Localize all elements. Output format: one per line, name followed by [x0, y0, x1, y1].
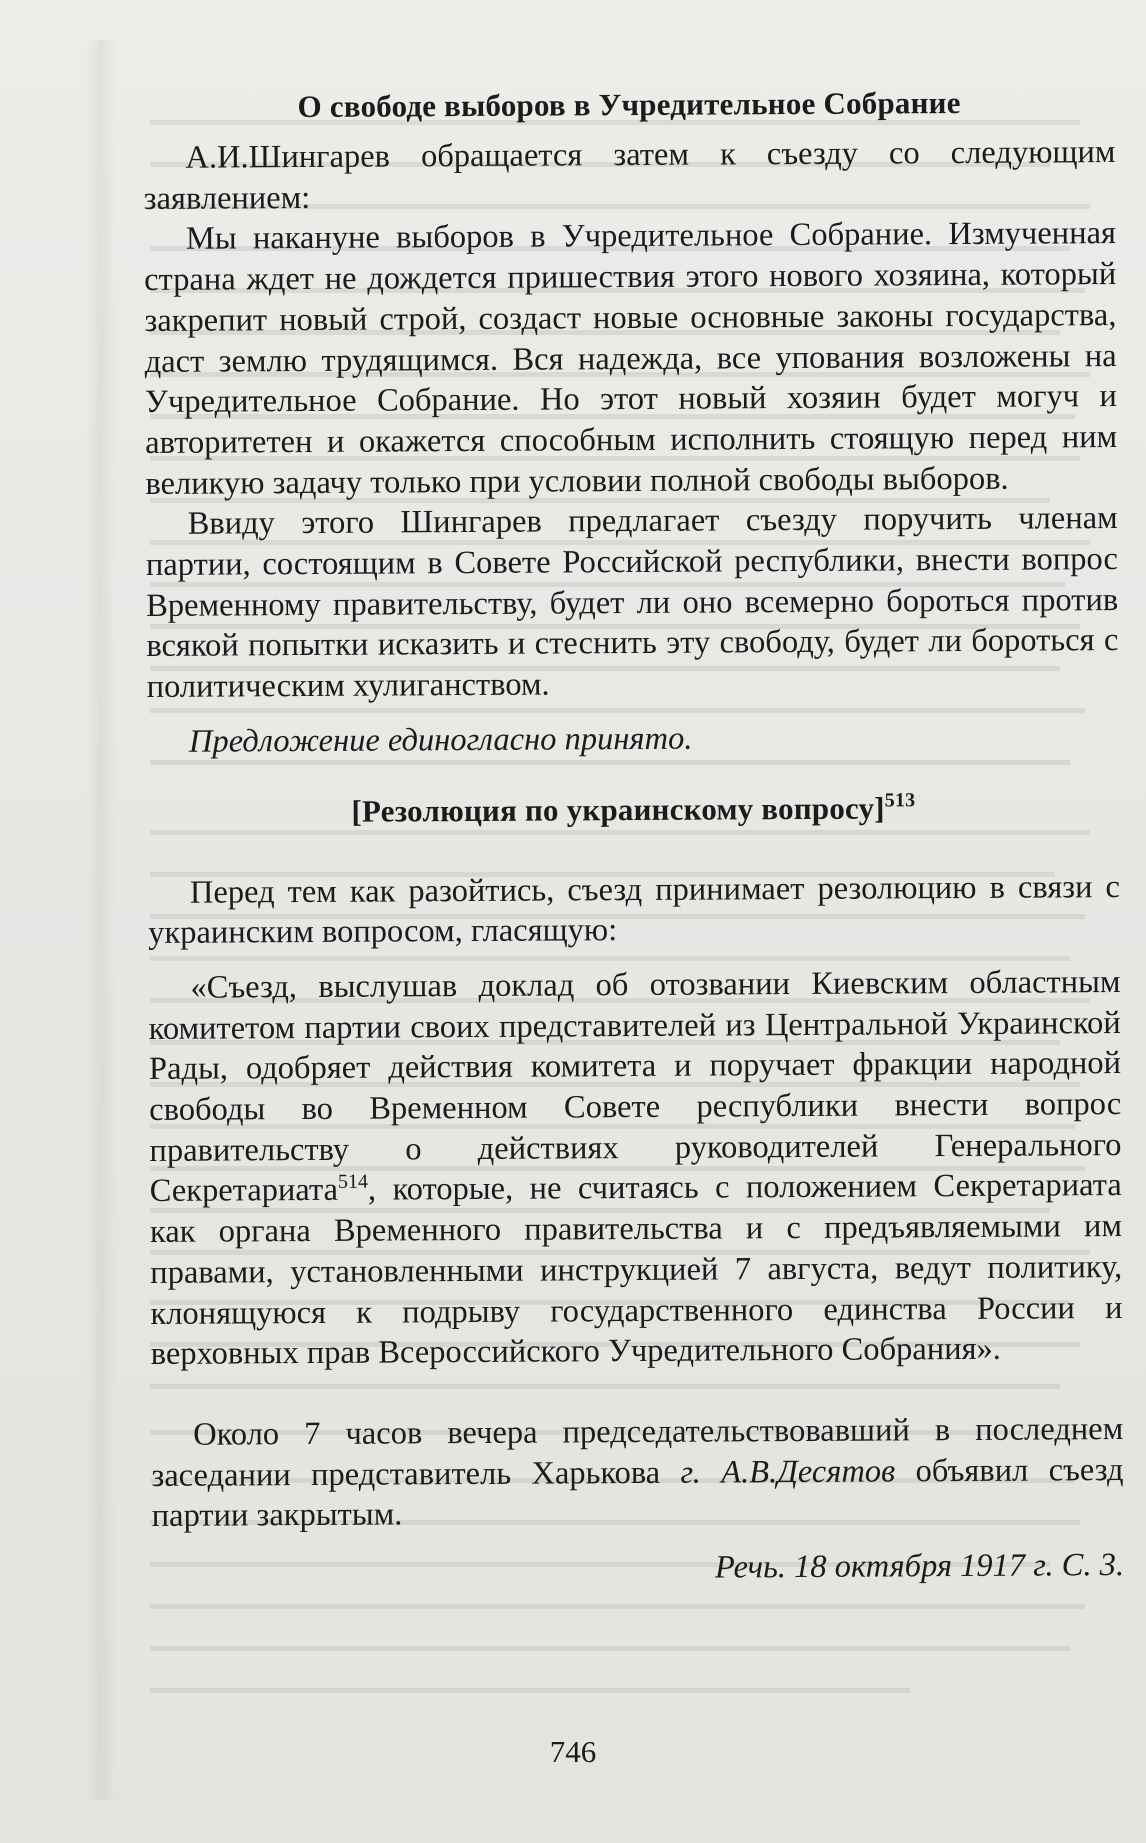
- paragraph-intro: А.И.Шингарев обращается затем к съезду со следующим заявлением:: [143, 134, 1116, 217]
- paragraph-proposal: Ввиду этого Шингарев предлагает съезду поручить членам партии, состоящим в Совете Российской республики, внести вопрос Временному правительству, будет ли оно всемерно бороться против всякой попытки исказить и стеснить эту свободу, будет ли бороться с политическим хулиганством.: [145, 500, 1119, 706]
- closing-part-2: объявил съезд партии закрытым.: [151, 1451, 1124, 1535]
- main-text: [143, 82, 1124, 1591]
- paragraph-resolution-intro: Перед тем как разойтись, съезд принимает резолюцию в связи с украинским вопросом, гласящую:: [148, 868, 1121, 952]
- paragraph-adopted: Предложение единогласно принято.: [188, 720, 693, 760]
- source-citation: Речь. 18 октября 1917 г. С. 3.: [714, 1547, 1125, 1586]
- resolution-quote-part-1: «Съезд, выслушав доклад об отозвании Киевским областным комитетом партии своих представителей из Центральной Украинской Рады, одобряет действия комитета и поручает фракции народной свободы во Временном Совете республики внести вопрос правительству о действиях руководителей Генерального Секретариата: [148, 963, 1122, 1210]
- paragraph-statement: Мы накануне выборов в Учредительное Собрание. Измученная страна ждет не дождется пришествия этого нового хозяина, который закрепит новый строй, создаст новые основные законы государства, даст землю трудящимся. Вся надежда, все упования возложены на Учредительное Собрание. Но этот новый хозяин будет могуч и авторитетен и окажется способным исполнить стоящую перед ним великую задачу только при условии полной свободы выборов.: [144, 215, 1118, 502]
- page-number: 746: [549, 1734, 597, 1769]
- section-heading-elections: О свободе выборов в Учредительное Собрание: [297, 85, 961, 125]
- closing-part-1: Около 7 часов вечера председательствовавший в последнем заседании представитель Харькова: [151, 1411, 1124, 1494]
- paragraph-closing: [151, 1409, 1124, 1537]
- paragraph-resolution-quote: [148, 962, 1122, 1375]
- section-heading-resolution: [147, 787, 1119, 833]
- footnote-ref-513: 513: [884, 788, 916, 812]
- resolution-heading-text: [Резолюция по украинскому вопросу]: [351, 790, 885, 829]
- resolution-quote-part-2: , которые, не считаясь с положением Секретариата как органа Временного правительства и с предъявляемыми им правами, установленными инструкцией 7 августа, ведут политику, клонящуюся к подрыву государственного единства России и верховных прав Всероссийского Учредительного Собрания».: [149, 1167, 1123, 1373]
- closing-name: г. А.В.Десятов: [680, 1453, 896, 1491]
- footnote-ref-514: 514: [337, 1171, 369, 1194]
- binding-shadow: [86, 40, 116, 1800]
